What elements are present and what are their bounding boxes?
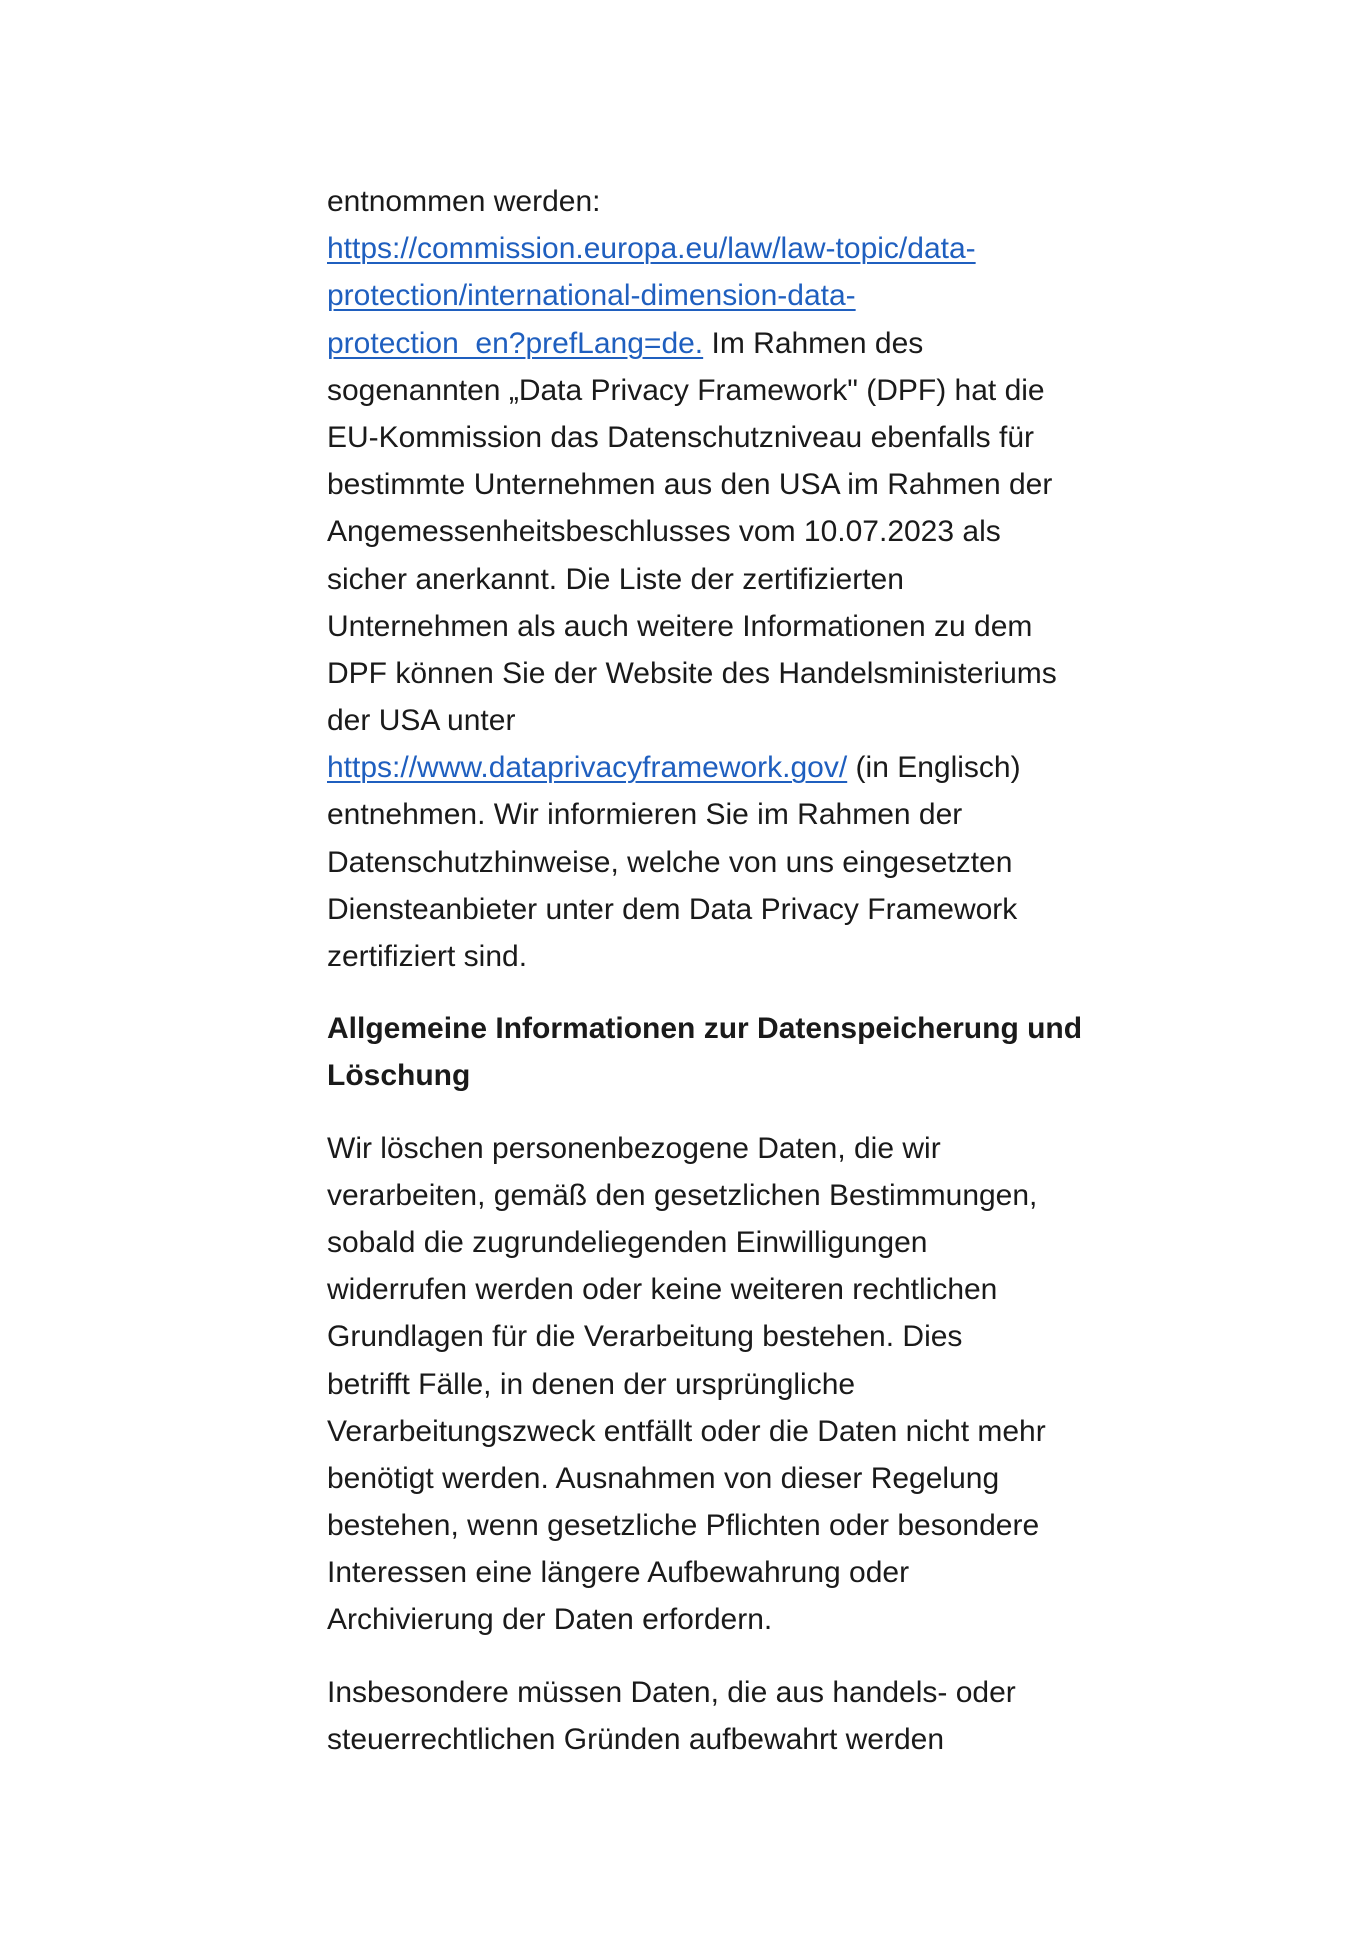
text-line: Verarbeitungszweck entfällt oder die Daten nicht mehr bbox=[327, 1414, 1046, 1448]
link-commission-url-part1[interactable]: https://commission.europa.eu/law/law-topic/data- bbox=[327, 232, 976, 266]
link-commission-url-part2[interactable]: protection/international-dimension-data- bbox=[327, 279, 856, 313]
text-line: Unternehmen als auch weitere Informationen zu dem bbox=[327, 609, 1033, 643]
link-dataprivacyframework[interactable]: https://www.dataprivacyframework.gov/ bbox=[327, 751, 848, 785]
text-line: Interessen eine längere Aufbewahrung oder bbox=[327, 1556, 910, 1590]
text-line: sicher anerkannt. Die Liste der zertifizierten bbox=[327, 562, 904, 596]
section-heading bbox=[327, 1005, 1147, 1099]
text-line: der USA unter bbox=[327, 704, 516, 738]
text-line: entnehmen. Wir informieren Sie im Rahmen der bbox=[327, 798, 963, 832]
text-line: benötigt werden. Ausnahmen von dieser Regelung bbox=[327, 1461, 1000, 1495]
text-line bbox=[327, 744, 1147, 791]
document-body bbox=[327, 178, 1147, 1763]
text-line: Diensteanbieter unter dem Data Privacy Framework bbox=[327, 892, 1018, 926]
text-line: Angemessenheitsbeschlusses vom 10.07.2023 als bbox=[327, 515, 1001, 549]
paragraph-retention bbox=[327, 1669, 1147, 1763]
text-line: zertifiziert sind. bbox=[327, 940, 528, 973]
text-line: Archivierung der Daten erfordern. bbox=[327, 1603, 773, 1637]
text-line: bestehen, wenn gesetzliche Pflichten oder besondere bbox=[327, 1509, 1040, 1543]
text-line: widerrufen werden oder keine weiteren rechtlichen bbox=[327, 1273, 998, 1307]
paragraph-deletion bbox=[327, 1125, 1147, 1644]
text-line: betrifft Fälle, in denen der ursprüngliche bbox=[327, 1367, 856, 1401]
text-line bbox=[327, 320, 1147, 367]
text-line: DPF können Sie der Website des Handelsministeriums bbox=[327, 656, 1057, 690]
text-line: steuerrechtlichen Gründen aufbewahrt werden bbox=[327, 1722, 945, 1756]
text-line: sobald die zugrundeliegenden Einwilligungen bbox=[327, 1225, 928, 1259]
text-fragment: (in Englisch) bbox=[847, 751, 1021, 785]
text-fragment: Im Rahmen des bbox=[703, 326, 924, 360]
heading-line: Löschung bbox=[327, 1059, 471, 1093]
text-line: EU-Kommission das Datenschutzniveau ebenfalls für bbox=[327, 420, 1035, 454]
text-line: Wir löschen personenbezogene Daten, die wir bbox=[327, 1131, 941, 1165]
text-line: entnommen werden: bbox=[327, 185, 601, 218]
text-line bbox=[327, 272, 1147, 319]
text-line: Insbesondere müssen Daten, die aus handels- oder bbox=[327, 1675, 1016, 1709]
link-commission-url-part3[interactable]: protection_en?prefLang=de. bbox=[327, 326, 704, 360]
text-line: Grundlagen für die Verarbeitung bestehen. Dies bbox=[327, 1320, 963, 1354]
text-line: bestimmte Unternehmen aus den USA im Rahmen der bbox=[327, 468, 1053, 502]
heading-line: Allgemeine Informationen zur Datenspeicherung und bbox=[327, 1012, 1083, 1046]
text-line: sogenannten „Data Privacy Framework" (DPF) hat die bbox=[327, 373, 1045, 407]
text-line: verarbeiten, gemäß den gesetzlichen Bestimmungen, bbox=[327, 1178, 1038, 1212]
paragraph-data-transfer bbox=[327, 178, 1147, 980]
text-line bbox=[327, 225, 1147, 272]
text-line: Datenschutzhinweise, welche von uns eingesetzten bbox=[327, 845, 1013, 879]
